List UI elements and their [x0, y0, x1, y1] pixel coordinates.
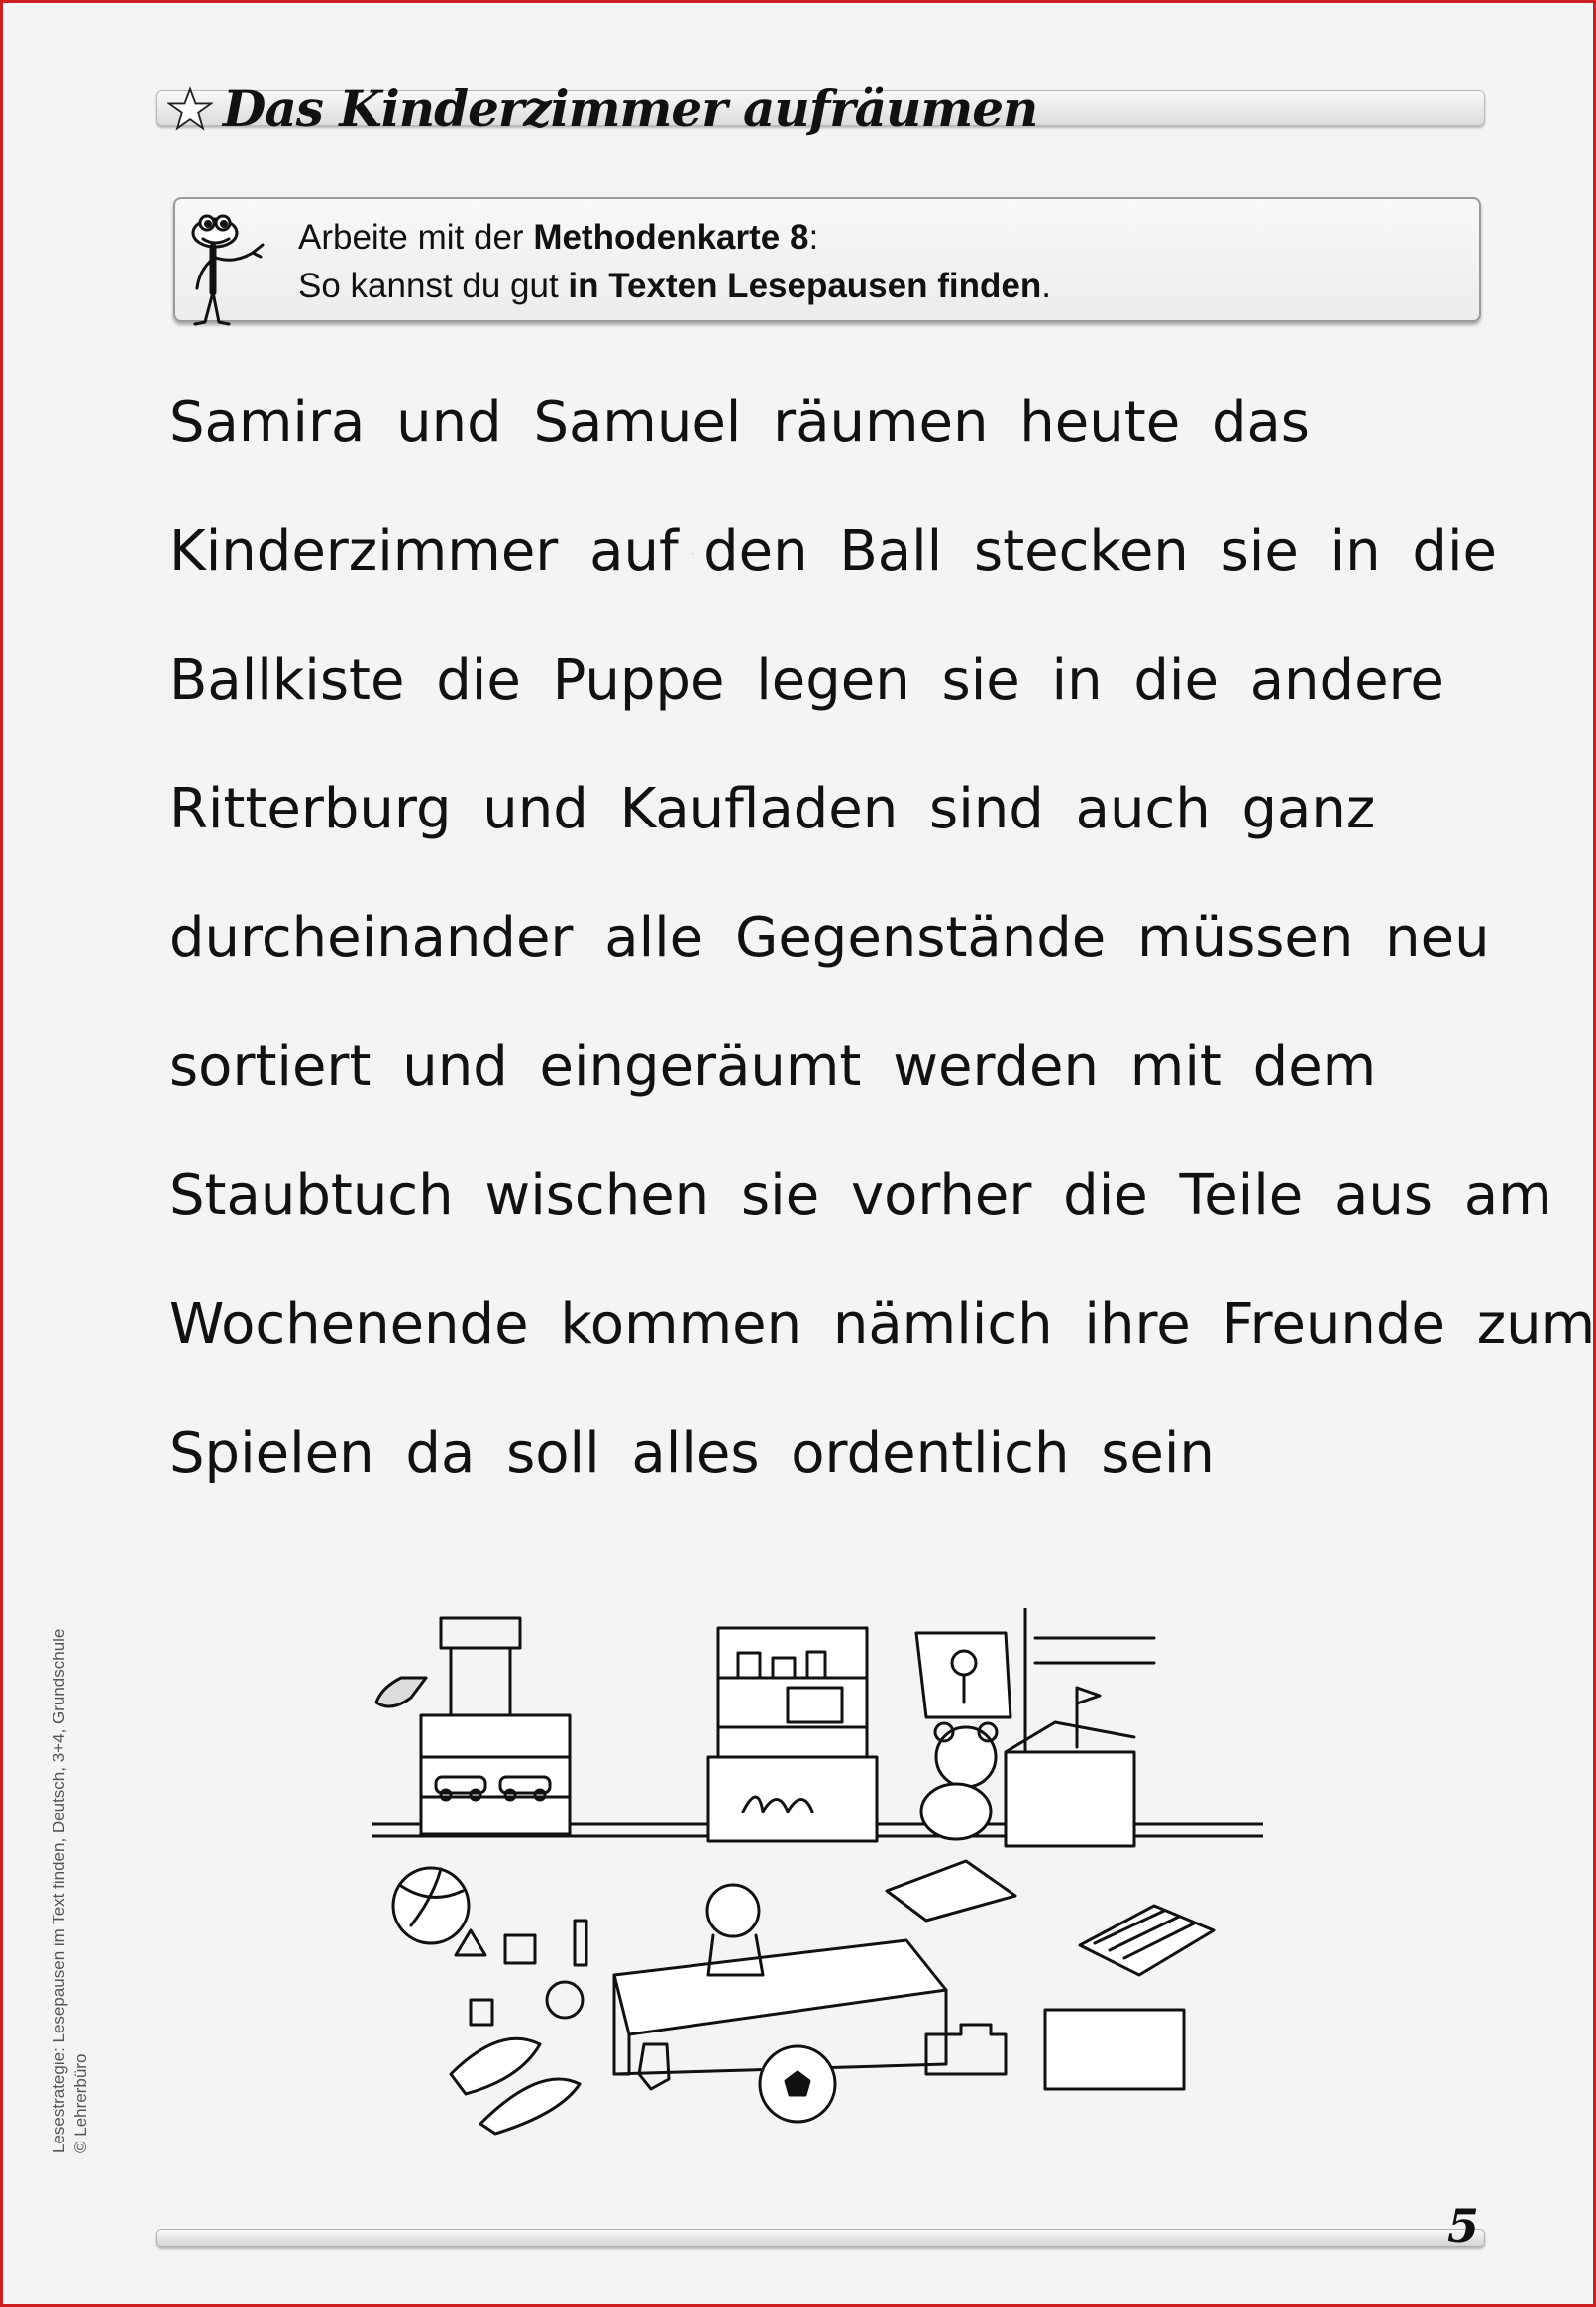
- story-line: Ballkiste die Puppe legen sie in die andere: [169, 648, 1444, 713]
- star-outline-icon: [167, 86, 213, 132]
- footer-bar: [156, 2229, 1485, 2247]
- story-line: Ritterburg und Kaufladen sind auch ganz: [169, 777, 1376, 841]
- story-line: Staubtuch wischen sie vorher die Teile aus am: [169, 1163, 1552, 1228]
- story-line-part: den Ball stecken sie in die: [703, 519, 1497, 584]
- method-card-reference: Methodenkarte 8: [533, 218, 809, 257]
- story-line: Spielen da soll alles ordentlich sein: [169, 1421, 1215, 1485]
- instruction-text: [298, 213, 1051, 310]
- story-line-part: Kinderzimmer auf: [169, 519, 679, 584]
- page-number: 5: [1447, 2199, 1480, 2252]
- title-row: [167, 62, 1037, 142]
- page-title: Das Kinderzimmer aufräumen: [223, 79, 1038, 138]
- story-line: durcheinander alle Gegenstände müssen neu: [169, 906, 1490, 970]
- story-text: [169, 387, 1596, 1547]
- story-line: [169, 516, 1497, 645]
- story-line: Samira und Samuel räumen heute das: [169, 390, 1310, 455]
- instruction-emphasis: in Texten Lesepausen finden: [568, 267, 1042, 305]
- frog-mascot-pointing-icon: [175, 205, 274, 328]
- story-line: sortiert und eingeräumt werden mit dem: [169, 1035, 1377, 1099]
- copyright-credit: Lesestrategie: Lesepausen im Text finden, Deutsch, 3+4, Grundschule © Lehrerbüro: [50, 1628, 90, 2153]
- instruction-line-1: Arbeite mit der Methodenkarte 8:: [298, 218, 819, 257]
- story-line: Wochenende kommen nämlich ihre Freunde zum: [169, 1292, 1596, 1357]
- reading-pause-mark-icon: [692, 528, 693, 580]
- messy-childrens-room-drawing: [372, 1608, 1263, 2153]
- instruction-line-2: So kannst du gut in Texten Lesepausen finden.: [298, 267, 1051, 305]
